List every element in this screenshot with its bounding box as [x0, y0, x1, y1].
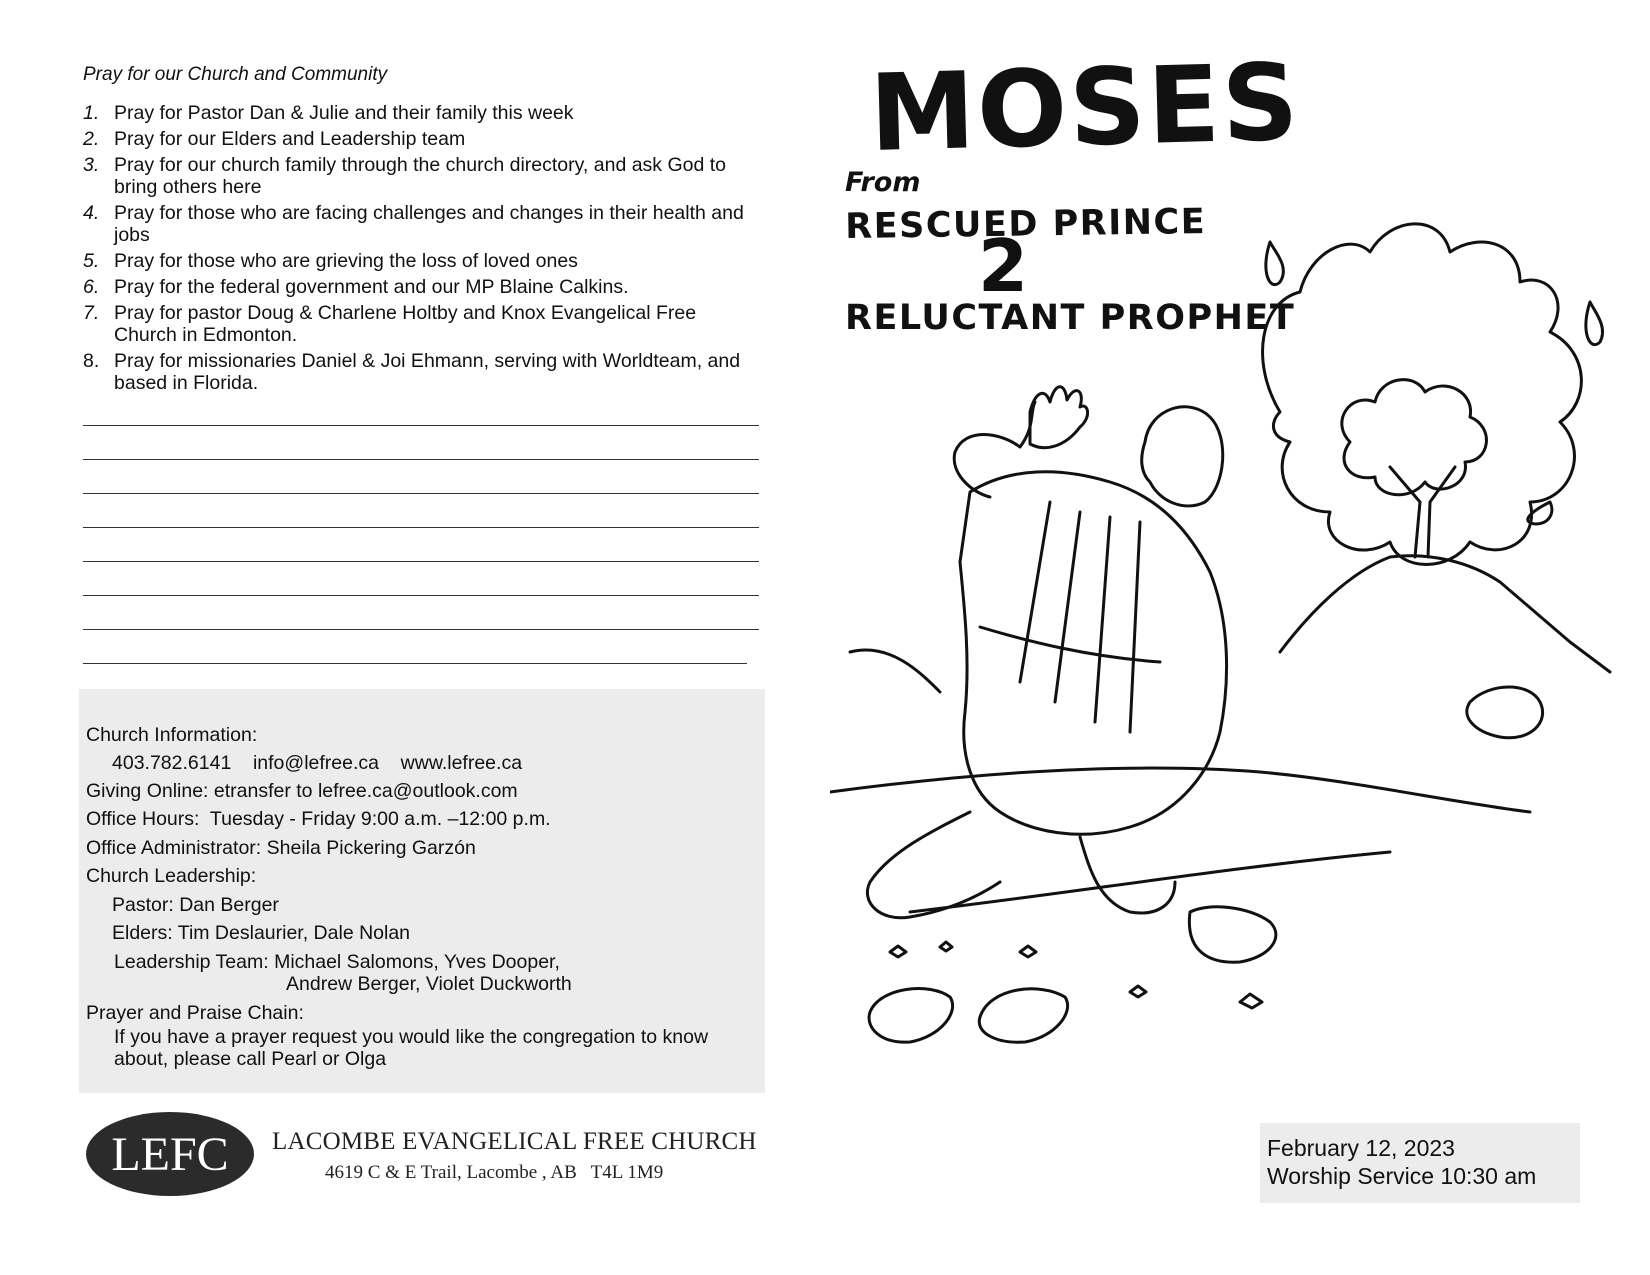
- prayer-item-text: Pray for the federal government and our MP Blaine Calkins.: [114, 276, 629, 298]
- prayer-chain-text: If you have a prayer request you would like the congregation to know: [114, 1026, 709, 1048]
- service-time: Worship Service 10:30 am: [1267, 1163, 1537, 1189]
- tree-trunk: [1390, 467, 1455, 557]
- ridge: [830, 768, 1530, 812]
- prayer-item: [83, 350, 763, 394]
- cover-subtitle-line2: RELUCTANT PROPHET: [845, 298, 1296, 338]
- prayer-item-text: Pray for Pastor Dan & Julie and their family this week: [114, 102, 574, 124]
- prayer-item-number: 7.: [83, 302, 100, 324]
- pastor: Pastor: Dan Berger: [112, 894, 279, 916]
- service-info-box: [1260, 1123, 1580, 1203]
- rock-right: [1467, 687, 1543, 738]
- prayer-item: [83, 102, 763, 124]
- stones: [890, 942, 1262, 1008]
- prayer-item-number: 6.: [83, 276, 100, 298]
- prayer-item-number: 8.: [83, 350, 100, 372]
- lefc-logo: [84, 1110, 256, 1198]
- service-date: February 12, 2023: [1267, 1135, 1455, 1161]
- prayer-item: [83, 250, 763, 272]
- prayer-item: [83, 154, 763, 198]
- prayer-item-number: 1.: [83, 102, 100, 124]
- cover-title: MOSES: [868, 40, 1302, 175]
- ground-line: [850, 650, 940, 692]
- note-line: [83, 629, 759, 630]
- note-line: [83, 561, 759, 562]
- moses-arm: [954, 402, 1035, 497]
- office-hours: Office Hours: Tuesday - Friday 9:00 a.m. –12:00 p.m.: [86, 808, 551, 830]
- prayer-item-text: Pray for pastor Doug & Charlene Holtby and Knox Evangelical Free Church in Edmonton.: [114, 302, 697, 346]
- note-line: [83, 527, 759, 528]
- hill: [1280, 556, 1610, 672]
- prayer-chain-text-continued: about, please call Pearl or Olga: [114, 1048, 387, 1070]
- moses-burning-bush-illustration: [830, 212, 1620, 1132]
- prayer-item: [83, 128, 763, 150]
- flame-left: [1266, 242, 1284, 285]
- cover-connector: 2: [978, 224, 1029, 308]
- lefc-logo-text: LEFC: [111, 1128, 229, 1181]
- sandal-left: [869, 989, 953, 1043]
- note-line: [83, 663, 747, 664]
- moses-knee: [1080, 837, 1175, 913]
- elders: Elders: Tim Deslaurier, Dale Nolan: [112, 922, 411, 944]
- note-line: [83, 595, 759, 596]
- prayer-item-text: Pray for those who are grieving the loss of loved ones: [114, 250, 578, 272]
- prayer-item-text: Pray for missionaries Daniel & Joi Ehmann, serving with Worldteam, and based in Florida.: [114, 350, 741, 394]
- prayer-list: [83, 102, 763, 398]
- prayer-item: [83, 202, 763, 246]
- prayer-item: [83, 276, 763, 298]
- note-line: [83, 425, 759, 426]
- church-leadership-heading: Church Leadership:: [86, 865, 257, 887]
- rock-front: [1189, 907, 1276, 962]
- prayer-item-number: 3.: [83, 154, 100, 176]
- prayer-heading: Pray for our Church and Community: [83, 64, 388, 85]
- sandal-right: [979, 989, 1067, 1042]
- church-address: 4619 C & E Trail, Lacombe , AB T4L 1M9: [325, 1162, 664, 1183]
- prayer-chain-heading: Prayer and Praise Chain:: [86, 1002, 304, 1024]
- leadership-team-continued: Andrew Berger, Violet Duckworth: [286, 973, 572, 995]
- cover-from: From: [845, 167, 921, 198]
- staff: [910, 852, 1390, 912]
- church-contact: 403.782.6141 info@lefree.ca www.lefree.ca: [112, 752, 523, 774]
- prayer-item-text: Pray for those who are facing challenges and changes in their health and jobs: [114, 202, 744, 246]
- prayer-item: [83, 302, 763, 346]
- prayer-item-number: 5.: [83, 250, 100, 272]
- office-administrator: Office Administrator: Sheila Pickering Garzón: [86, 837, 476, 859]
- prayer-item-text: Pray for our Elders and Leadership team: [114, 128, 466, 150]
- moses-hand: [1030, 387, 1088, 448]
- tree-crown: [1342, 380, 1487, 495]
- moses-head: [1142, 407, 1223, 506]
- prayer-item-number: 4.: [83, 202, 100, 224]
- cover-subtitle-line1: RESCUED PRINCE: [845, 201, 1207, 247]
- leadership-team: Leadership Team: Michael Salomons, Yves Dooper,: [114, 951, 560, 973]
- moses-stripes: [1020, 502, 1140, 732]
- note-line: [83, 459, 759, 460]
- church-info-box: [79, 689, 765, 1093]
- flame-right: [1586, 302, 1603, 345]
- prayer-item-text: Pray for our church family through the church directory, and ask God to bring others here: [114, 154, 727, 198]
- giving-online: Giving Online: etransfer to lefree.ca@outlook.com: [86, 780, 518, 802]
- church-info-heading: Church Information:: [86, 724, 258, 746]
- note-line: [83, 493, 759, 494]
- church-name: LACOMBE EVANGELICAL FREE CHURCH: [272, 1128, 757, 1155]
- prayer-item-number: 2.: [83, 128, 100, 150]
